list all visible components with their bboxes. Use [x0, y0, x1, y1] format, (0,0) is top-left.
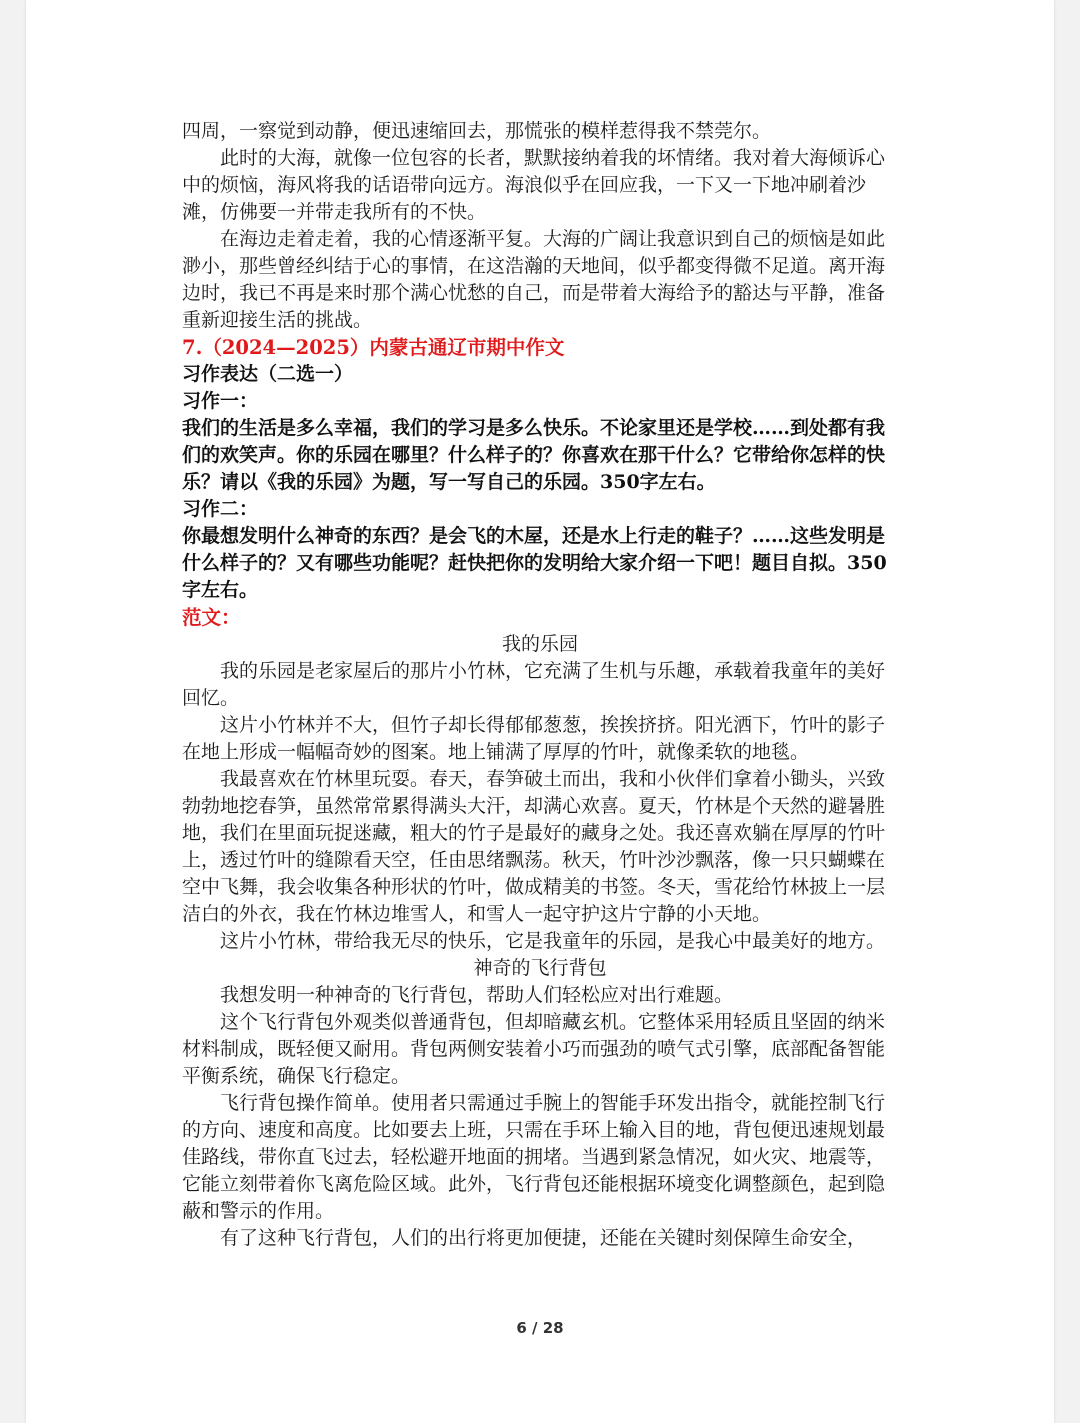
essay1-title: 我的乐园: [501, 633, 578, 655]
page-indicator: 6 / 28: [516, 1319, 564, 1337]
task2-prompt: 你最想发明什么神奇的东西？是会飞的木屋，还是水上行走的鞋子？……这些发明是什么样子的？又有哪些功能呢？赶快把你的发明给大家介绍一下吧！题目自拟。350字左右。: [182, 525, 887, 601]
task1-prompt: 我们的生活是多么幸福，我们的学习是多么快乐。不论家里还是学校……到处都有我们的欢笑声。你的乐园在哪里？什么样子的？你喜欢在那干什么？它带给你怎样的快乐？请以《我的乐园》为题，写一写自己的乐园。350字左右。: [182, 417, 886, 493]
essay2-paragraph-4: 有了这种飞行背包，人们的出行将更加便捷，还能在关键时刻保障生命安全，: [220, 1227, 867, 1249]
intro-paragraph-2: 此时的大海，就像一位包容的长者，默默接纳着我的坏情绪。我对着大海倾诉心中的烦恼，海风将我的话语带向远方。海浪似乎在回应我，一下又一下地冲刷着沙滩，仿佛要一并带走我所有的不快。: [182, 147, 886, 223]
page-content: [182, 118, 898, 1252]
document-page: [26, 0, 1054, 1423]
intro-paragraph-1: 四周，一察觉到动静，便迅速缩回去，那慌张的模样惹得我不禁莞尔。: [182, 120, 772, 142]
essay1-paragraph-3: 我最喜欢在竹林里玩耍。春天，春笋破土而出，我和小伙伴们拿着小锄头，兴致勃勃地挖春笋，虽然常常累得满头大汗，却满心欢喜。夏天，竹林是个天然的避暑胜地，我们在里面玩捉迷藏，粗大的竹子是最好的藏身之处。我还喜欢躺在厚厚的竹叶上，透过竹叶的缝隙看天空，任由思绪飘荡。秋天，竹叶沙沙飘落，像一只只蝴蝶在空中飞舞，我会收集各种形状的竹叶，做成精美的书签。冬天，雪花给竹林披上一层洁白的外衣，我在竹林边堆雪人，和雪人一起守护这片宁静的小天地。: [182, 768, 886, 925]
essay2-paragraph-1: 我想发明一种神奇的飞行背包，帮助人们轻松应对出行难题。: [220, 984, 734, 1006]
task-heading: 习作表达（二选一）: [182, 363, 354, 385]
essay1-paragraph-4: 这片小竹林，带给我无尽的快乐，它是我童年的乐园，是我心中最美好的地方。: [220, 930, 886, 952]
essay2-paragraph-2: 这个飞行背包外观类似普通背包，但却暗藏玄机。它整体采用轻质且坚固的纳米材料制成，既轻便又耐用。背包两侧安装着小巧而强劲的喷气式引擎，底部配备智能平衡系统，确保飞行稳定。: [182, 1011, 886, 1087]
essay1-paragraph-1: 我的乐园是老家屋后的那片小竹林，它充满了生机与乐趣，承载着我童年的美好回忆。: [182, 660, 886, 709]
intro-paragraph-3: 在海边走着走着，我的心情逐渐平复。大海的广阔让我意识到自己的烦恼是如此渺小，那些曾经纠结于心的事情，在这浩瀚的天地间，似乎都变得微不足道。离开海边时，我已不再是来时那个满心忧愁的自己，而是带着大海给予的豁达与平静，准备重新迎接生活的挑战。: [182, 228, 886, 331]
task1-label: 习作一：: [182, 390, 259, 412]
task2-label: 习作二：: [182, 498, 259, 520]
essay2-title: 神奇的飞行背包: [473, 957, 607, 979]
essay1-paragraph-2: 这片小竹林并不大，但竹子却长得郁郁葱葱，挨挨挤挤。阳光洒下，竹叶的影子在地上形成一幅幅奇妙的图案。地上铺满了厚厚的竹叶，就像柔软的地毯。: [182, 714, 886, 763]
essay2-paragraph-3: 飞行背包操作简单。使用者只需通过手腕上的智能手环发出指令，就能控制飞行的方向、速度和高度。比如要去上班，只需在手环上输入目的地，背包便迅速规划最佳路线，带你直飞过去，轻松避开地面的拥堵。当遇到紧急情况，如火灾、地震等，它能立刻带着你飞离危险区域。此外，飞行背包还能根据环境变化调整颜色，起到隐蔽和警示的作用。: [182, 1092, 886, 1222]
sample-label: 范文：: [182, 606, 241, 629]
section-heading: 7.（2024—2025）内蒙古通辽市期中作文: [182, 336, 565, 359]
